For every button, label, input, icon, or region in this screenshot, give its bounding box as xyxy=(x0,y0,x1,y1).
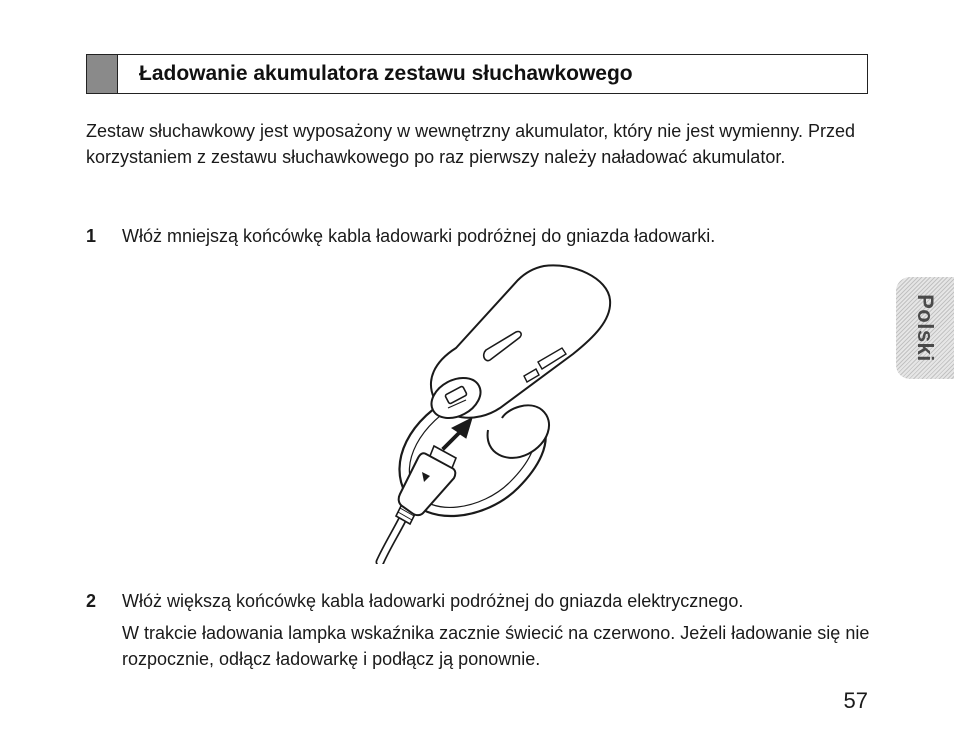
page-number: 57 xyxy=(843,688,868,713)
language-tab-label: Polski xyxy=(913,294,938,362)
step-text: Włóż większą końcówkę kabla ładowarki podróżnej do gniazda elektrycznego. xyxy=(122,591,744,611)
step-number: 2 xyxy=(86,591,97,611)
step-2 xyxy=(86,588,876,672)
section-heading xyxy=(86,54,868,94)
heading-marker xyxy=(87,55,118,93)
headset-charging-illustration xyxy=(368,258,618,564)
step-number: 1 xyxy=(86,226,97,246)
step-text: Włóż mniejszą końcówkę kabla ładowarki podróżnej do gniazda ładowarki. xyxy=(122,226,716,246)
section-title: Ładowanie akumulatora zestawu słuchawkowego xyxy=(139,62,633,85)
step-note: W trakcie ładowania lampka wskaźnika zacznie świecić na czerwono. Jeżeli ładowanie się nie rozpocznie, odłącz ładowarkę i podłącz ją ponownie. xyxy=(122,623,870,669)
insert-arrow-icon xyxy=(442,418,472,450)
intro-paragraph: Zestaw słuchawkowy jest wyposażony w wewnętrzny akumulator, który nie jest wymienny. Przed korzystaniem z zestawu słuchawkowego po raz pierwszy należy naładować akumulator. xyxy=(86,121,855,167)
step-1 xyxy=(86,223,876,249)
language-tab xyxy=(896,277,954,379)
